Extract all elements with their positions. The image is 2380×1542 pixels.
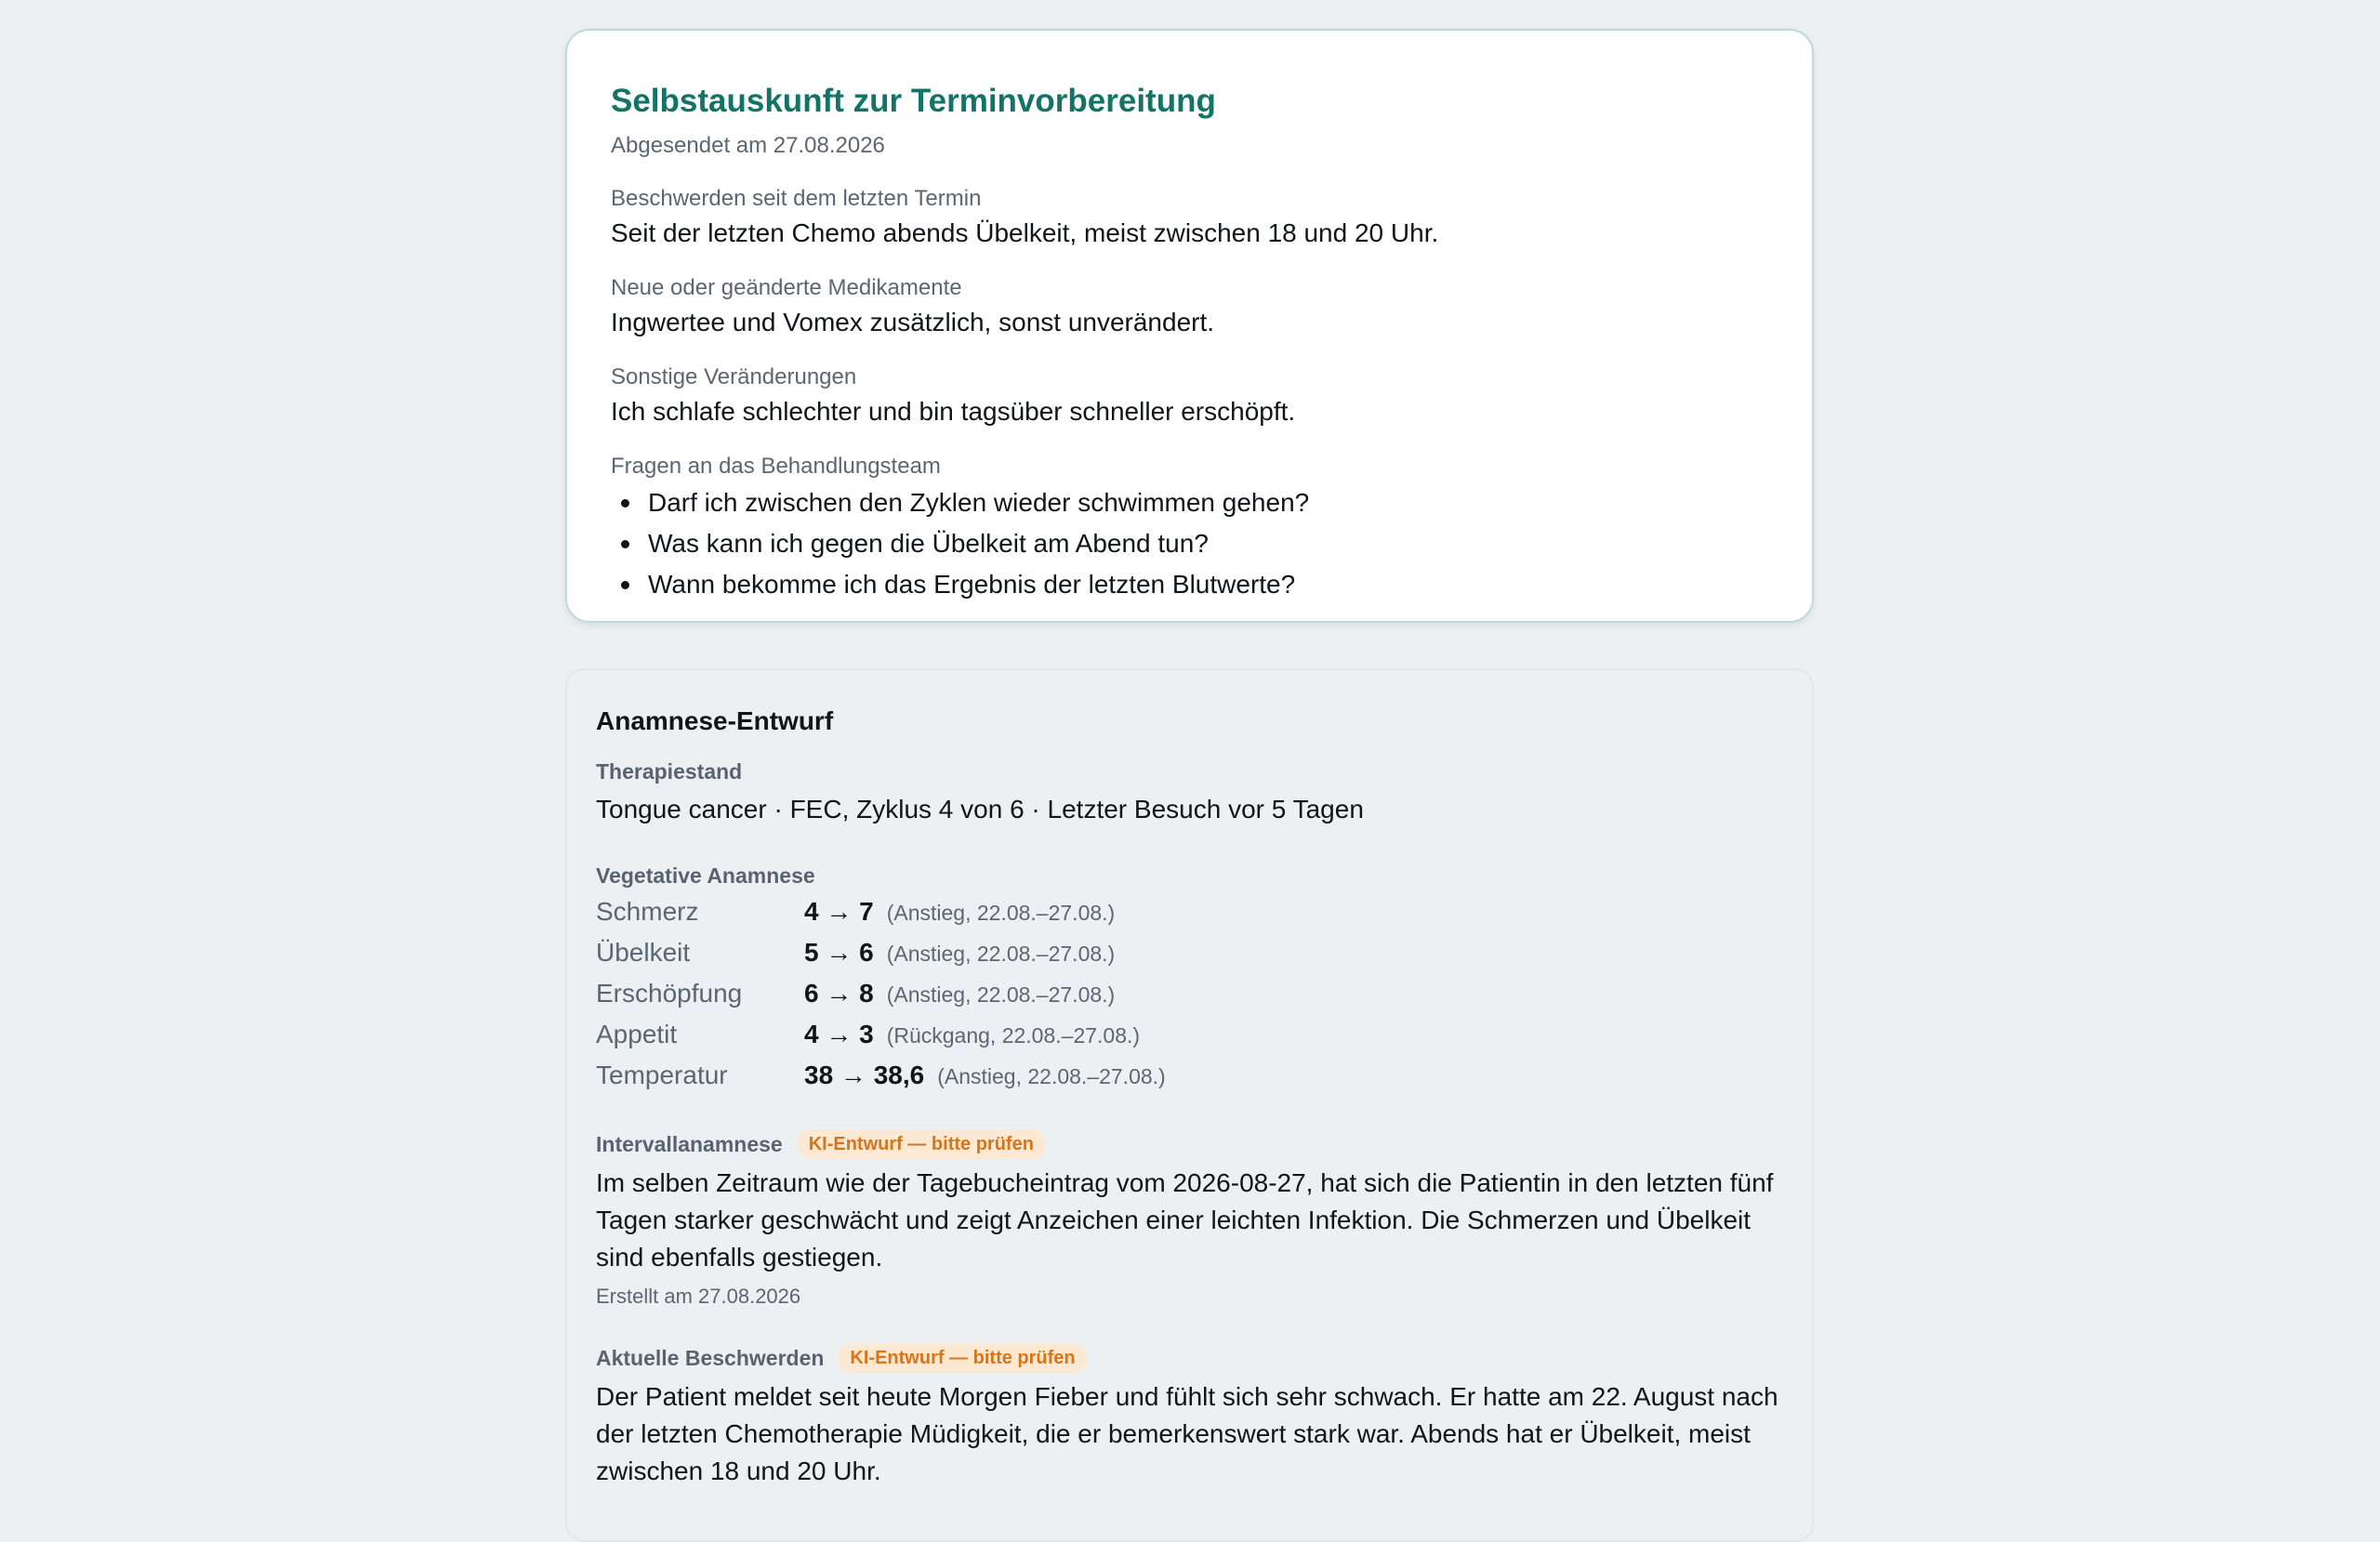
vegetative-section bbox=[596, 862, 1783, 1096]
therapy-label: Therapiestand bbox=[596, 759, 743, 784]
vital-value: 4 → 7 bbox=[804, 897, 874, 926]
current-complaints-label: Aktuelle Beschwerden bbox=[596, 1346, 825, 1370]
vital-value: 4 → 3 bbox=[804, 1020, 874, 1048]
vitals-list bbox=[596, 891, 1783, 1096]
vital-trend-note: (Anstieg, 22.08.–27.08.) bbox=[886, 942, 1116, 966]
report-item-label: Neue oder geänderte Medikamente bbox=[611, 275, 962, 300]
report-item-other-changes bbox=[611, 363, 1768, 430]
interval-created-date: Erstellt am 27.08.2026 bbox=[596, 1285, 801, 1308]
vital-name: Übelkeit bbox=[596, 938, 691, 967]
anamnesis-draft-panel bbox=[565, 668, 1814, 1542]
question-item: Wann bekomme ich das Ergebnis der letzten Blutwerte? bbox=[611, 564, 1768, 605]
vital-row-temperature bbox=[596, 1055, 1783, 1096]
vital-trend-note: (Anstieg, 22.08.–27.08.) bbox=[886, 901, 1116, 925]
ai-draft-badge: KI-Entwurf — bitte prüfen bbox=[798, 1129, 1045, 1159]
therapy-section bbox=[596, 758, 1783, 828]
questions-list bbox=[611, 482, 1768, 605]
interval-section bbox=[596, 1129, 1783, 1310]
current-complaints-section bbox=[596, 1343, 1783, 1490]
current-complaints-text: Der Patient meldet seit heute Morgen Fieber und fühlt sich sehr schwach. Er hatte am 22. August nach der letzten Chemotherapie Müdigkeit, die er bemerkenswert stark war. Abends hat er Übelkeit, meist zwischen 18 und 20 Uhr. bbox=[596, 1382, 1778, 1485]
vital-trend-note: (Rückgang, 22.08.–27.08.) bbox=[886, 1023, 1141, 1048]
report-item-label: Beschwerden seit dem letzten Termin bbox=[611, 186, 982, 211]
vital-row-fatigue bbox=[596, 973, 1783, 1014]
report-item-complaints bbox=[611, 185, 1768, 252]
vital-trend-note: (Anstieg, 22.08.–27.08.) bbox=[886, 982, 1116, 1007]
current-label-row bbox=[596, 1343, 1783, 1373]
content-column bbox=[565, 29, 1814, 1542]
vital-value: 38 → 38,6 bbox=[804, 1061, 925, 1089]
report-item-medications bbox=[611, 274, 1768, 341]
report-item-answer: Ingwertee und Vomex zusätzlich, sonst unverändert. bbox=[611, 308, 1215, 336]
vital-value: 5 → 6 bbox=[804, 938, 874, 967]
vital-row-appetite bbox=[596, 1014, 1783, 1055]
interval-label-row bbox=[596, 1129, 1783, 1159]
self-report-card bbox=[565, 29, 1814, 623]
vital-value: 6 → 8 bbox=[804, 979, 874, 1008]
questions-label: Fragen an das Behandlungsteam bbox=[611, 454, 941, 479]
report-item-questions bbox=[611, 453, 1768, 605]
vital-name: Temperatur bbox=[596, 1061, 728, 1089]
report-item-answer: Ich schlafe schlechter und bin tagsüber schneller erschöpft. bbox=[611, 397, 1296, 426]
self-report-title: Selbstauskunft zur Terminvorbereitung bbox=[611, 83, 1216, 119]
report-item-answer: Seit der letzten Chemo abends Übelkeit, meist zwischen 18 und 20 Uhr. bbox=[611, 218, 1439, 247]
vegetative-label: Vegetative Anamnese bbox=[596, 863, 815, 888]
anamnesis-title: Anamnese-Entwurf bbox=[596, 706, 834, 735]
vital-row-pain bbox=[596, 891, 1783, 932]
ai-draft-badge: KI-Entwurf — bitte prüfen bbox=[839, 1343, 1086, 1373]
interval-label: Intervallanamnese bbox=[596, 1132, 783, 1156]
therapy-text: Tongue cancer · FEC, Zyklus 4 von 6 · Letzter Besuch vor 5 Tagen bbox=[596, 795, 1364, 824]
vital-trend-note: (Anstieg, 22.08.–27.08.) bbox=[937, 1064, 1166, 1088]
report-item-label: Sonstige Veränderungen bbox=[611, 364, 857, 389]
vital-name: Schmerz bbox=[596, 897, 699, 926]
interval-text: Im selben Zeitraum wie der Tagebucheintrag vom 2026-08-27, hat sich die Patientin in den letzten fünf Tagen starker geschwächt und zeigt Anzeichen einer leichten Infektion. Die Schmerzen und Übelkeit sind ebenfalls gestiegen. bbox=[596, 1168, 1774, 1272]
question-item: Was kann ich gegen die Übelkeit am Abend tun? bbox=[611, 523, 1768, 564]
vital-name: Erschöpfung bbox=[596, 979, 743, 1008]
vital-name: Appetit bbox=[596, 1020, 678, 1048]
vital-row-nausea bbox=[596, 932, 1783, 973]
sent-date: Abgesendet am 27.08.2026 bbox=[611, 133, 885, 158]
question-item: Darf ich zwischen den Zyklen wieder schwimmen gehen? bbox=[611, 482, 1768, 523]
